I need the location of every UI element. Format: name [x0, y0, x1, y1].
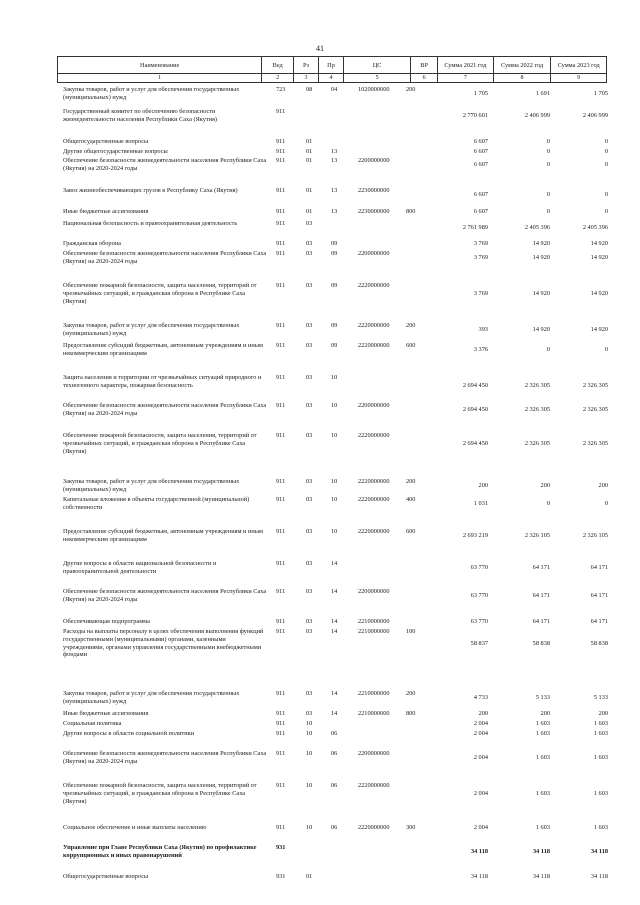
row-name: Капитальные вложения в объекты государственной (муниципальной) собственности	[63, 496, 250, 511]
row-pr: 14	[331, 628, 338, 635]
row-cs: 2210000000	[358, 710, 390, 717]
row-sum-2021: 6 607	[473, 138, 488, 145]
row-sum-2021: 34 118	[470, 873, 488, 880]
header-rz: Рз	[294, 57, 319, 73]
row-pr: 13	[331, 187, 338, 194]
row-rz: 03	[306, 282, 313, 289]
row-sum-2022: 0	[546, 138, 550, 145]
row-name: Гражданская оборона	[63, 240, 121, 247]
row-name: Предоставление субсидий бюджетным, автономным учреждениям и иным некоммерческим организациям	[63, 528, 263, 543]
row-ved: 911	[276, 157, 286, 164]
row-cs: 2220000000	[358, 478, 390, 485]
header-vr: ВР	[411, 57, 438, 73]
row-name: Социальное обеспечение и иные выплаты населению	[63, 824, 207, 831]
row-name: Другие общегосударственные вопросы	[63, 148, 168, 155]
row-cs: 2200000000	[358, 588, 390, 595]
row-sum-2022: 0	[546, 161, 550, 168]
row-sum-2022: 200	[540, 710, 550, 717]
row-name: Иные бюджетные ассигнования	[63, 208, 149, 215]
row-sum-2023: 0	[604, 208, 608, 215]
row-sum-2021: 58 837	[470, 640, 488, 647]
row-sum-2022: 1 603	[535, 824, 550, 831]
row-rz: 03	[306, 496, 313, 503]
row-ved: 911	[276, 148, 286, 155]
row-rz: 01	[306, 187, 313, 194]
row-sum-2022: 64 171	[532, 618, 550, 625]
column-number: 1	[58, 74, 262, 82]
row-ved: 911	[276, 282, 286, 289]
header-sum-2021: Сумма 2021 год	[438, 57, 494, 73]
row-sum-2023: 14 920	[590, 326, 608, 333]
row-sum-2022: 0	[546, 500, 550, 507]
row-rz: 01	[306, 138, 313, 145]
row-sum-2023: 0	[604, 161, 608, 168]
row-sum-2021: 3 769	[473, 240, 488, 247]
row-pr: 10	[331, 478, 338, 485]
row-sum-2021: 6 607	[473, 161, 488, 168]
row-sum-2023: 200	[598, 482, 608, 489]
row-sum-2023: 1 603	[593, 730, 608, 737]
row-sum-2022: 0	[546, 346, 550, 353]
row-sum-2023: 34 118	[590, 873, 608, 880]
row-sum-2023: 0	[604, 500, 608, 507]
row-pr: 09	[331, 282, 338, 289]
row-rz: 03	[306, 402, 313, 409]
row-rz: 03	[306, 342, 313, 349]
row-ved: 911	[276, 690, 286, 697]
row-rz: 08	[306, 86, 313, 93]
row-rz: 03	[306, 618, 313, 625]
row-ved: 911	[276, 402, 286, 409]
row-cs: 2220000000	[358, 496, 390, 503]
row-sum-2023: 1 603	[593, 720, 608, 727]
row-name: Обеспечение безопасности жизнедеятельности населения Республики Саха (Якутия) на 2020-2024 годы	[63, 157, 267, 172]
row-sum-2023: 200	[598, 710, 608, 717]
row-cs: 2220000000	[358, 282, 390, 289]
row-name: Обеспечение безопасности жизнедеятельности населения Республики Саха (Якутия) на 2020-2024 годы	[63, 250, 267, 265]
row-sum-2023: 2 326 105	[582, 532, 608, 539]
row-sum-2022: 0	[546, 208, 550, 215]
row-name: Закупка товаров, работ и услуг для обеспечения государственных (муниципальных) нужд	[63, 86, 240, 101]
row-sum-2022: 1 603	[535, 720, 550, 727]
row-pr: 10	[331, 496, 338, 503]
row-vr: 300	[406, 824, 416, 831]
row-cs: 2220000000	[358, 824, 390, 831]
row-name: Расходы на выплаты персоналу в целях обеспечения выполнения функций государственными (муниципальными) органами, казенными учреждениями, органами управления государственными внебюджетными фондами	[63, 628, 264, 659]
row-rz: 03	[306, 628, 313, 635]
row-ved: 911	[276, 750, 286, 757]
row-sum-2022: 58 838	[532, 640, 550, 647]
row-ved: 911	[276, 187, 286, 194]
row-sum-2023: 14 920	[590, 240, 608, 247]
row-sum-2021: 2 693 219	[462, 532, 488, 539]
row-pr: 10	[331, 528, 338, 535]
row-name: Закупка товаров, работ и услуг для обеспечения государственных (муниципальных) нужд	[63, 322, 240, 337]
row-cs: 2230000000	[358, 208, 390, 215]
row-name: Защита населения и территории от чрезвычайных ситуаций природного и техногенного характера, пожарная безопасность	[63, 374, 262, 389]
row-sum-2022: 14 920	[532, 290, 550, 297]
row-ved: 931	[276, 844, 286, 851]
row-ved: 911	[276, 342, 286, 349]
row-cs: 2200000000	[358, 250, 390, 257]
row-rz: 01	[306, 873, 313, 880]
row-rz: 03	[306, 588, 313, 595]
row-pr: 13	[331, 208, 338, 215]
row-pr: 13	[331, 157, 338, 164]
row-sum-2022: 2 406 999	[524, 112, 550, 119]
row-sum-2022: 2 326 105	[524, 532, 550, 539]
row-sum-2023: 1 603	[593, 824, 608, 831]
row-name: Обеспечение пожарной безопасности, защита населения, территорий от чрезвычайных ситуаций, и гражданская оборона в Республике Саха (Якутия)	[63, 782, 257, 805]
row-name: Общегосударственные вопросы	[63, 873, 149, 880]
row-cs: 2220000000	[358, 432, 390, 439]
row-sum-2021: 2 694 450	[462, 406, 488, 413]
row-ved: 911	[276, 108, 286, 115]
row-ved: 911	[276, 720, 286, 727]
row-cs: 2210000000	[358, 628, 390, 635]
row-vr: 200	[406, 86, 416, 93]
row-vr: 800	[406, 208, 416, 215]
row-rz: 10	[306, 720, 313, 727]
row-rz: 01	[306, 148, 313, 155]
column-number: 9	[577, 75, 581, 81]
column-number: 7	[438, 74, 494, 82]
row-ved: 911	[276, 322, 286, 329]
row-name: Закупка товаров, работ и услуг для обеспечения государственных (муниципальных) нужд	[63, 690, 240, 705]
row-sum-2022: 0	[546, 191, 550, 198]
row-cs: 2220000000	[358, 322, 390, 329]
row-sum-2022: 1 603	[535, 790, 550, 797]
header-sum-2023: Сумма 2023 год	[557, 61, 600, 69]
row-sum-2023: 64 171	[590, 592, 608, 599]
row-sum-2022: 14 920	[532, 254, 550, 261]
row-name: Обеспечение безопасности жизнедеятельности населения Республики Саха (Якутия) на 2020-2024 годы	[63, 750, 267, 765]
row-name: Общегосударственные вопросы	[63, 138, 149, 145]
row-ved: 911	[276, 730, 286, 737]
row-vr: 600	[406, 528, 416, 535]
row-sum-2021: 3 769	[473, 254, 488, 261]
row-rz: 03	[306, 690, 313, 697]
row-sum-2021: 2 694 450	[462, 382, 488, 389]
row-rz: 03	[306, 374, 313, 381]
row-rz: 03	[306, 240, 313, 247]
row-name: Обеспечивающая подпрограмма	[63, 618, 150, 625]
row-vr: 200	[406, 322, 416, 329]
budget-table	[57, 56, 607, 83]
row-name: Управление при Главе Республики Саха (Якутия) по профилактике коррупционных и иных правонарушений	[63, 844, 257, 859]
row-vr: 200	[406, 478, 416, 485]
row-sum-2023: 64 171	[590, 564, 608, 571]
row-sum-2021: 3 769	[473, 290, 488, 297]
row-pr: 14	[331, 618, 338, 625]
row-rz: 03	[306, 560, 313, 567]
row-rz: 03	[306, 432, 313, 439]
row-sum-2021: 1 031	[473, 500, 488, 507]
row-name: Обеспечение пожарной безопасности, защита населения, территорий от чрезвычайных ситуаций, и гражданская оборона в Республике Саха (Якутия)	[63, 432, 257, 455]
header-name: Наименование	[58, 57, 262, 73]
row-vr: 600	[406, 342, 416, 349]
row-sum-2022: 1 603	[535, 754, 550, 761]
row-sum-2022: 2 326 305	[524, 406, 550, 413]
row-sum-2023: 1 603	[593, 790, 608, 797]
row-sum-2021: 3 376	[473, 346, 488, 353]
row-pr: 06	[331, 782, 338, 789]
row-sum-2022: 5 133	[535, 694, 550, 701]
row-name: Другие вопросы в области национальной безопасности и правоохранительной деятельности	[63, 560, 217, 575]
row-name: Завоз жизнеобеспечивающих грузов в Республику Саха (Якутия)	[63, 187, 238, 194]
row-sum-2021: 34 118	[471, 848, 488, 855]
row-rz: 10	[306, 750, 313, 757]
row-pr: 13	[331, 148, 338, 155]
row-pr: 14	[331, 560, 338, 567]
row-pr: 04	[331, 86, 338, 93]
row-sum-2023: 34 118	[591, 848, 608, 855]
row-sum-2022: 2 326 305	[524, 382, 550, 389]
row-cs: 2210000000	[358, 618, 390, 625]
column-number: 5	[344, 74, 411, 82]
row-name: Национальная безопасность и правоохранительная деятельность	[63, 220, 238, 227]
row-ved: 911	[276, 782, 286, 789]
row-sum-2023: 2 326 305	[582, 406, 608, 413]
column-number: 2	[262, 74, 294, 82]
row-sum-2023: 64 171	[590, 618, 608, 625]
row-rz: 03	[306, 220, 313, 227]
row-sum-2021: 63 770	[470, 618, 488, 625]
row-sum-2022: 1 603	[535, 730, 550, 737]
row-ved: 911	[276, 220, 286, 227]
row-ved: 931	[276, 873, 286, 880]
row-ved: 911	[276, 710, 286, 717]
row-cs: 2220000000	[358, 782, 390, 789]
row-pr: 06	[331, 824, 338, 831]
row-name: Закупка товаров, работ и услуг для обеспечения государственных (муниципальных) нужд	[63, 478, 240, 493]
row-ved: 911	[276, 618, 286, 625]
row-sum-2023: 58 838	[590, 640, 608, 647]
row-name: Обеспечение пожарной безопасности, защита населения, территорий от чрезвычайных ситуаций, и гражданская оборона в Республике Саха (Якутия)	[63, 282, 257, 305]
row-sum-2023: 0	[604, 346, 608, 353]
row-pr: 09	[331, 240, 338, 247]
row-pr: 14	[331, 690, 338, 697]
row-name: Государственный комитет по обеспечению безопасности жизнедеятельности населения Республики Саха (Якутия)	[63, 108, 218, 123]
row-name: Социальная политика	[63, 720, 122, 727]
row-ved: 911	[276, 478, 286, 485]
row-sum-2022: 1 691	[535, 90, 550, 97]
row-cs: 2220000000	[358, 528, 390, 535]
column-numbers	[57, 73, 607, 83]
row-cs: 2200000000	[358, 402, 390, 409]
row-pr: 09	[331, 342, 338, 349]
row-pr: 10	[331, 432, 338, 439]
row-sum-2022: 34 118	[533, 848, 550, 855]
row-ved: 911	[276, 528, 286, 535]
row-name: Предоставление субсидий бюджетным, автономным учреждениям и иным некоммерческим организациям	[63, 342, 263, 357]
row-ved: 911	[276, 432, 286, 439]
row-pr: 09	[331, 322, 338, 329]
row-sum-2021: 4 733	[473, 694, 488, 701]
row-sum-2022: 14 920	[532, 326, 550, 333]
row-sum-2023: 14 920	[590, 254, 608, 261]
row-vr: 100	[406, 628, 416, 635]
row-sum-2021: 2 004	[473, 754, 488, 761]
row-sum-2021: 2 004	[473, 824, 488, 831]
header-ved: Вед	[262, 57, 294, 73]
row-rz: 03	[306, 250, 313, 257]
row-pr: 06	[331, 750, 338, 757]
row-pr: 10	[331, 402, 338, 409]
row-sum-2022: 64 171	[532, 592, 550, 599]
row-name: Обеспечение безопасности жизнедеятельности населения Республики Саха (Якутия) на 2020-2024 годы	[63, 402, 267, 417]
row-cs: 2220000000	[358, 342, 390, 349]
row-cs: 2200000000	[358, 157, 390, 164]
row-ved: 911	[276, 588, 286, 595]
row-name: Другие вопросы в области социальной политики	[63, 730, 195, 737]
row-sum-2021: 2 004	[473, 720, 488, 727]
row-sum-2021: 6 607	[473, 208, 488, 215]
row-ved: 911	[276, 496, 286, 503]
row-sum-2022: 200	[540, 482, 550, 489]
row-name: Обеспечение безопасности жизнедеятельности населения Республики Саха (Якутия) на 2020-2024 годы	[63, 588, 267, 603]
row-vr: 200	[406, 690, 416, 697]
row-sum-2023: 0	[604, 148, 608, 155]
row-sum-2021: 2 004	[473, 730, 488, 737]
column-number: 3	[294, 74, 319, 82]
row-ved: 911	[276, 374, 286, 381]
page-number: 41	[316, 44, 324, 53]
column-number: 4	[319, 74, 344, 82]
row-ved: 911	[276, 208, 286, 215]
row-pr: 10	[331, 374, 338, 381]
row-sum-2023: 1 603	[593, 754, 608, 761]
row-sum-2022: 34 118	[532, 873, 550, 880]
row-ved: 911	[276, 628, 286, 635]
row-ved: 911	[276, 560, 286, 567]
row-cs: 2230000000	[358, 187, 390, 194]
row-sum-2021: 1 705	[473, 90, 488, 97]
row-sum-2021: 200	[478, 710, 488, 717]
row-rz: 03	[306, 322, 313, 329]
row-sum-2022: 14 920	[532, 240, 550, 247]
row-sum-2021: 2 770 601	[462, 112, 488, 119]
column-number: 8	[494, 74, 552, 82]
table-header	[57, 56, 607, 73]
row-sum-2022: 2 326 305	[524, 440, 550, 447]
row-sum-2021: 63 770	[470, 592, 488, 599]
row-sum-2021: 63 770	[470, 564, 488, 571]
row-sum-2022: 2 405 396	[524, 224, 550, 231]
row-rz: 10	[306, 730, 313, 737]
row-sum-2022: 0	[546, 148, 550, 155]
row-pr: 06	[331, 730, 338, 737]
row-sum-2023: 2 406 999	[582, 112, 608, 119]
row-ved: 911	[276, 824, 286, 831]
row-pr: 14	[331, 588, 338, 595]
row-ved: 911	[276, 138, 286, 145]
row-vr: 400	[406, 496, 416, 503]
row-ved: 911	[276, 240, 286, 247]
row-rz: 01	[306, 157, 313, 164]
row-sum-2021: 6 607	[473, 191, 488, 198]
row-rz: 03	[306, 478, 313, 485]
row-ved: 911	[276, 250, 286, 257]
row-rz: 10	[306, 824, 313, 831]
header-sum-2022: Сумма 2022 год	[494, 57, 552, 73]
row-vr: 800	[406, 710, 416, 717]
row-name: Иные бюджетные ассигнования	[63, 710, 149, 717]
row-cs: 2210000000	[358, 690, 390, 697]
row-sum-2023: 1 705	[593, 90, 608, 97]
row-cs: 2200000000	[358, 750, 390, 757]
row-sum-2023: 0	[604, 138, 608, 145]
row-pr: 09	[331, 250, 338, 257]
row-sum-2023: 5 133	[593, 694, 608, 701]
row-sum-2023: 2 405 396	[582, 224, 608, 231]
header-cs: ЦС	[344, 57, 411, 73]
row-rz: 10	[306, 782, 313, 789]
row-rz: 03	[306, 528, 313, 535]
row-sum-2023: 0	[604, 191, 608, 198]
column-number: 6	[411, 74, 438, 82]
row-sum-2021: 2 004	[473, 790, 488, 797]
row-sum-2021: 2 761 989	[462, 224, 488, 231]
row-ved: 723	[276, 86, 286, 93]
row-rz: 03	[306, 710, 313, 717]
row-cs: 1020000000	[358, 86, 390, 93]
row-sum-2021: 2 694 450	[462, 440, 488, 447]
row-sum-2023: 2 326 305	[582, 440, 608, 447]
row-sum-2023: 14 920	[590, 290, 608, 297]
row-rz: 01	[306, 208, 313, 215]
row-sum-2022: 64 171	[532, 564, 550, 571]
row-sum-2021: 200	[478, 482, 488, 489]
row-sum-2021: 393	[478, 326, 488, 333]
row-sum-2021: 6 607	[473, 148, 488, 155]
row-sum-2023: 2 326 305	[582, 382, 608, 389]
row-pr: 14	[331, 710, 338, 717]
header-pr: Пр	[319, 57, 344, 73]
